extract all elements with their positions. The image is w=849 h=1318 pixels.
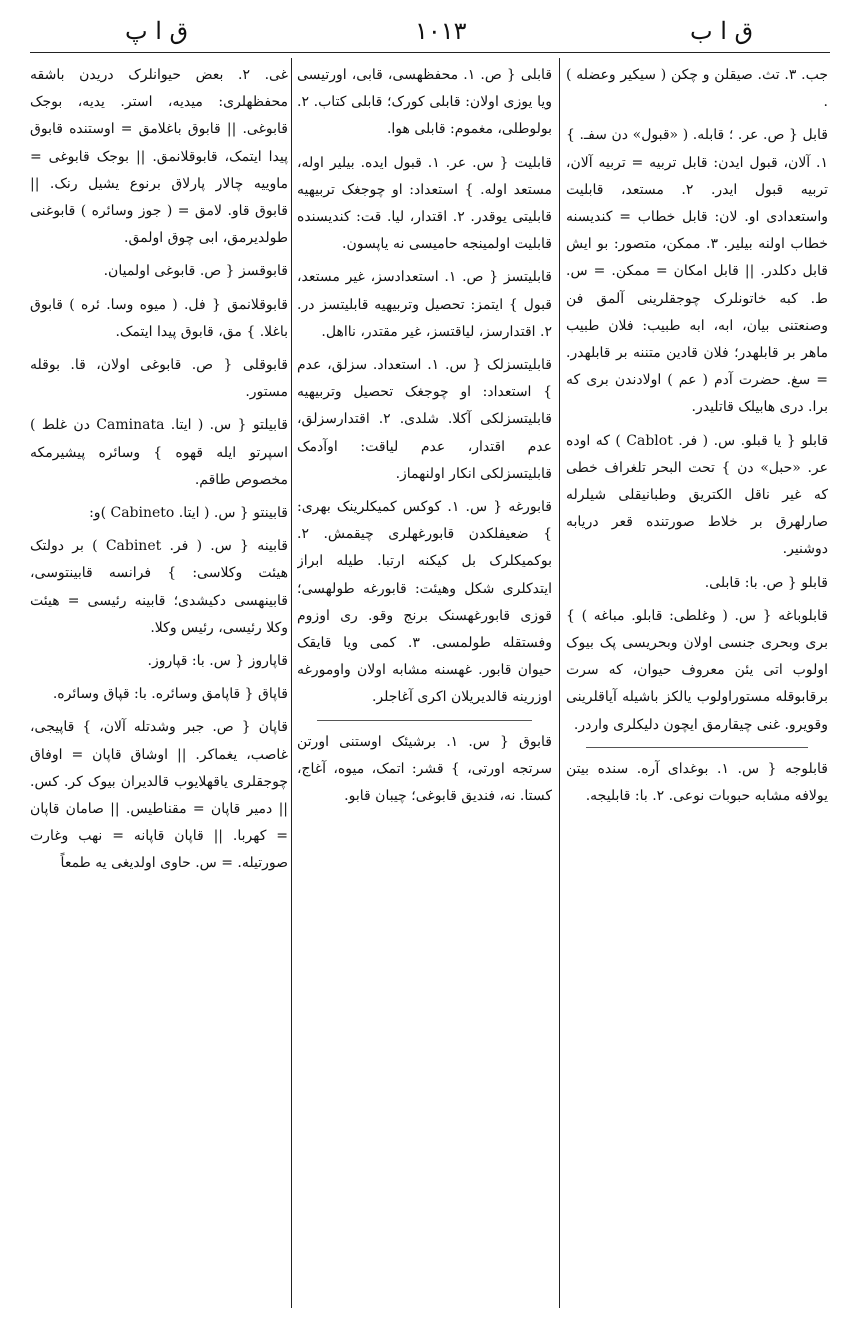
column-middle [297,62,552,1307]
header-right-guideword: ق ا ب [690,17,754,45]
entry-qapan: قاپان { ص. جبر وشدتله آلان، } قاپیجی، غاصب، یغماکر. || اوشاق قاپان = اوفاق چوجقلری یاقهلایوب قالدیران بیوک کر. کس. || دمیر قاپان = مقناطیس. || صامان قاپان = کهربا. || قاپان قاپانه = نهب وغارت صورتیله. = س. حاوی اولدیغی یه طمعاً [30,719,288,872]
header-left-guideword: ق ا پ [125,17,189,45]
entry-qablojeh: قابلوجه { س. ١. بوغدای آره. سنده بیتن یولافه مشابه حبوبات نوعی. ٢. با: قابلیجه. [566,760,828,805]
entry-qabuq: قابوق { س. ١. برشیئک اوستنی اورتن سرتجه اورتی، } قشر: اتمک، میوه، آغاج، کستا. نه، فندیق قابوغی؛ چیبان قابو. [297,733,552,805]
column-right [566,62,828,1307]
entry-qabineto: قابینتو { س. ( ایتا. Cabineto )و: [89,505,288,522]
column-left [30,62,288,1307]
entry-qabuqlanmaq: قابوقلانمق { فل. ( میوه وسا. ئره ) قابوق باغلا. } مق، قابوق پیدا ایتمک. [30,296,288,340]
page-header [30,14,830,48]
column-divider-left [291,58,292,1308]
entry-qablobagha: قابلوباغه { س. ( وغلطی: قابلو. مباغه ) } بری وبحری جنسی اولان وبحریسی پک بیوک اولوب اتی یئن معروف حیوان، که سرت برقابوقله مستوراولوب یالکز باشیله آیاقلرینی وقویرو. غنی چیقارمق ایچون دلیکلری واردر. [566,607,828,733]
entry-qaburgha: قابورغه { س. ١. کوکس کمیکلرینک بهری: } ضعیفلکدن قابورغهلری چیقمش. ٢. بوکمیکلرک بل کیکنه ارتبا. طیله ابراز ایتدکلری شکل وهیئت: قابورغه طولهسی؛ قوزی قابورغهسنک برنج وقو. ری اوزوم وفستقله طولمسی. ٣. کمی ویا قایقک حیوان قابور. غهسنه مشابه اولان واومورغه اوزرینه قالدیریلان اکری آغاجلر. [297,499,552,706]
entry-separator [317,720,532,721]
entry-qabiliyetsizlik: قابلیتسزلک { س. ١. استعداد. سزلق، عدم } استعداد: او چوجغک تحصیل وتربیهیه قابلیتسزلکی آکلا. شلدی. ٢. اقتدارسزلق، عدم اقتدار، عدم لیاقت: اوآدمک قابلیتسزلکی انکار اولنهماز. [297,357,552,482]
entry-qabuqli: قابوقلی { ص. قابوغی اولان، قا. بوقله مستور. [30,357,288,401]
entry-continuation: جب. ٣. تث. صیقلن و چکن ( سیکیر وعضله ) . [566,67,828,111]
page-number: ١٠١٣ [415,17,467,45]
entry-qablo-cable: قابلو { یا قبلو. س. ( فر. Cablot ) که اوده عر. «حبل» دن } تحت البحر تلغراف خطی که غیر ناقل الکتریق وطبانیقلی شیلرله صارلهرق بر خلاط صورتنده قعر دریابه دوشنیر. [566,432,828,558]
entry-qabil: قابل { ص. عر. ؛ قابله. ( «قبول» دن سفـ. } ١. آلان، قبول ایدن: قابل تربیه = تربیه آلان، تربیه قبول ایدر. ٢. مستعد، قابلیت واستعدادی او. لان: قابل خطاب = کندیسنه خطاب اولنه بیلیر. ٣. ممکن، متصور: بو ایش قابل دکلدر. || قابل امکان = ممکن. = س. ط. کبه خاتونلرک چوجقلرینی آلمق فن وصنعتنی بیان، ابه، ابه طبیب: فلان طبیب ماهر بر قابلهدر؛ فلان قادین متننه بر قابلهدر. = سغ. حضرت آدم ( عم ) اولادندن بری که برا. دری هابیلک قاتلیدر. [566,127,828,416]
entry-separator [586,747,808,748]
header-rule [30,52,830,53]
entry-qabiliyet: قابلیت { س. عر. ١. قبول ایده. بیلیر اوله، مستعد اوله. } استعداد: او چوجغک تربیهیه قابلیتی یوقدر. ٢. اقتدار، لیا. قت: کندیسنده قابلیت اولمینجه حامیسی نه یاپسون. [297,154,552,253]
entry-qapaq: قاپاق { قاپامق وسائره. با: قپاق وسائره. [52,686,288,703]
entry-qabuqsiz: قابوقسز { ص. قابوغی اولمیان. [103,263,288,280]
entry-qablo: قابلو { ص. با: قابلی. [704,574,828,591]
entry-qabineh: قابینه { س. ( فر. Cabinet ) بر دولتک هیئت وکلاسی: } فرانسه قابینتوسی، قابینهسی دکیشدی؛ قابینه رئیسی = هیئت وکلا رئیسی، رئیس وکلا. [30,538,288,636]
entry-qabli: قابلی { ص. ١. محفظهسی، قابی، اورتیسی ویا یوزی اولان: قابلی کورک؛ قابلی کتاب. ٢. بولوطلی، مغموم: قابلی هوا. [297,67,552,138]
entry-qaparoz: قاپاروز { س. با: قپاروز. [147,653,288,670]
entry-qabiliyetsiz: قابلیتسز { ص. ١. استعدادسز، غیر مستعد، قبول } ایتمز: تحصیل وتربیهیه قابلیتسز در. ٢. اقتدارسز، لیاقتسز، غیر مقتدر، نااهل. [297,269,552,340]
column-divider-right [559,58,560,1308]
entry-qabuq-continued: غی. ٢. بعض حیوانلرک دریدن باشقه محفظهلری: میدیه، استر. یدیه، بوجک قابوغی. || قابوق باغلامق = اوستنده قابوق پیدا ایتمک، قابوقلانمق. || بوجک قابوغی = ماوییه چالار پارلاق برنوع یشیل رنک. || قابوق قاو. لامق = ( جوز وسائره ) قابوغنی طولدیرمق، ابی چوق اولمق. [30,67,288,247]
entry-qabilto: قابیلتو { س. ( ایتا. Caminata دن غلط ) اسپرتو ایله قهوه } وسائره پیشیرمکه مخصوص طاقم. [30,417,288,488]
